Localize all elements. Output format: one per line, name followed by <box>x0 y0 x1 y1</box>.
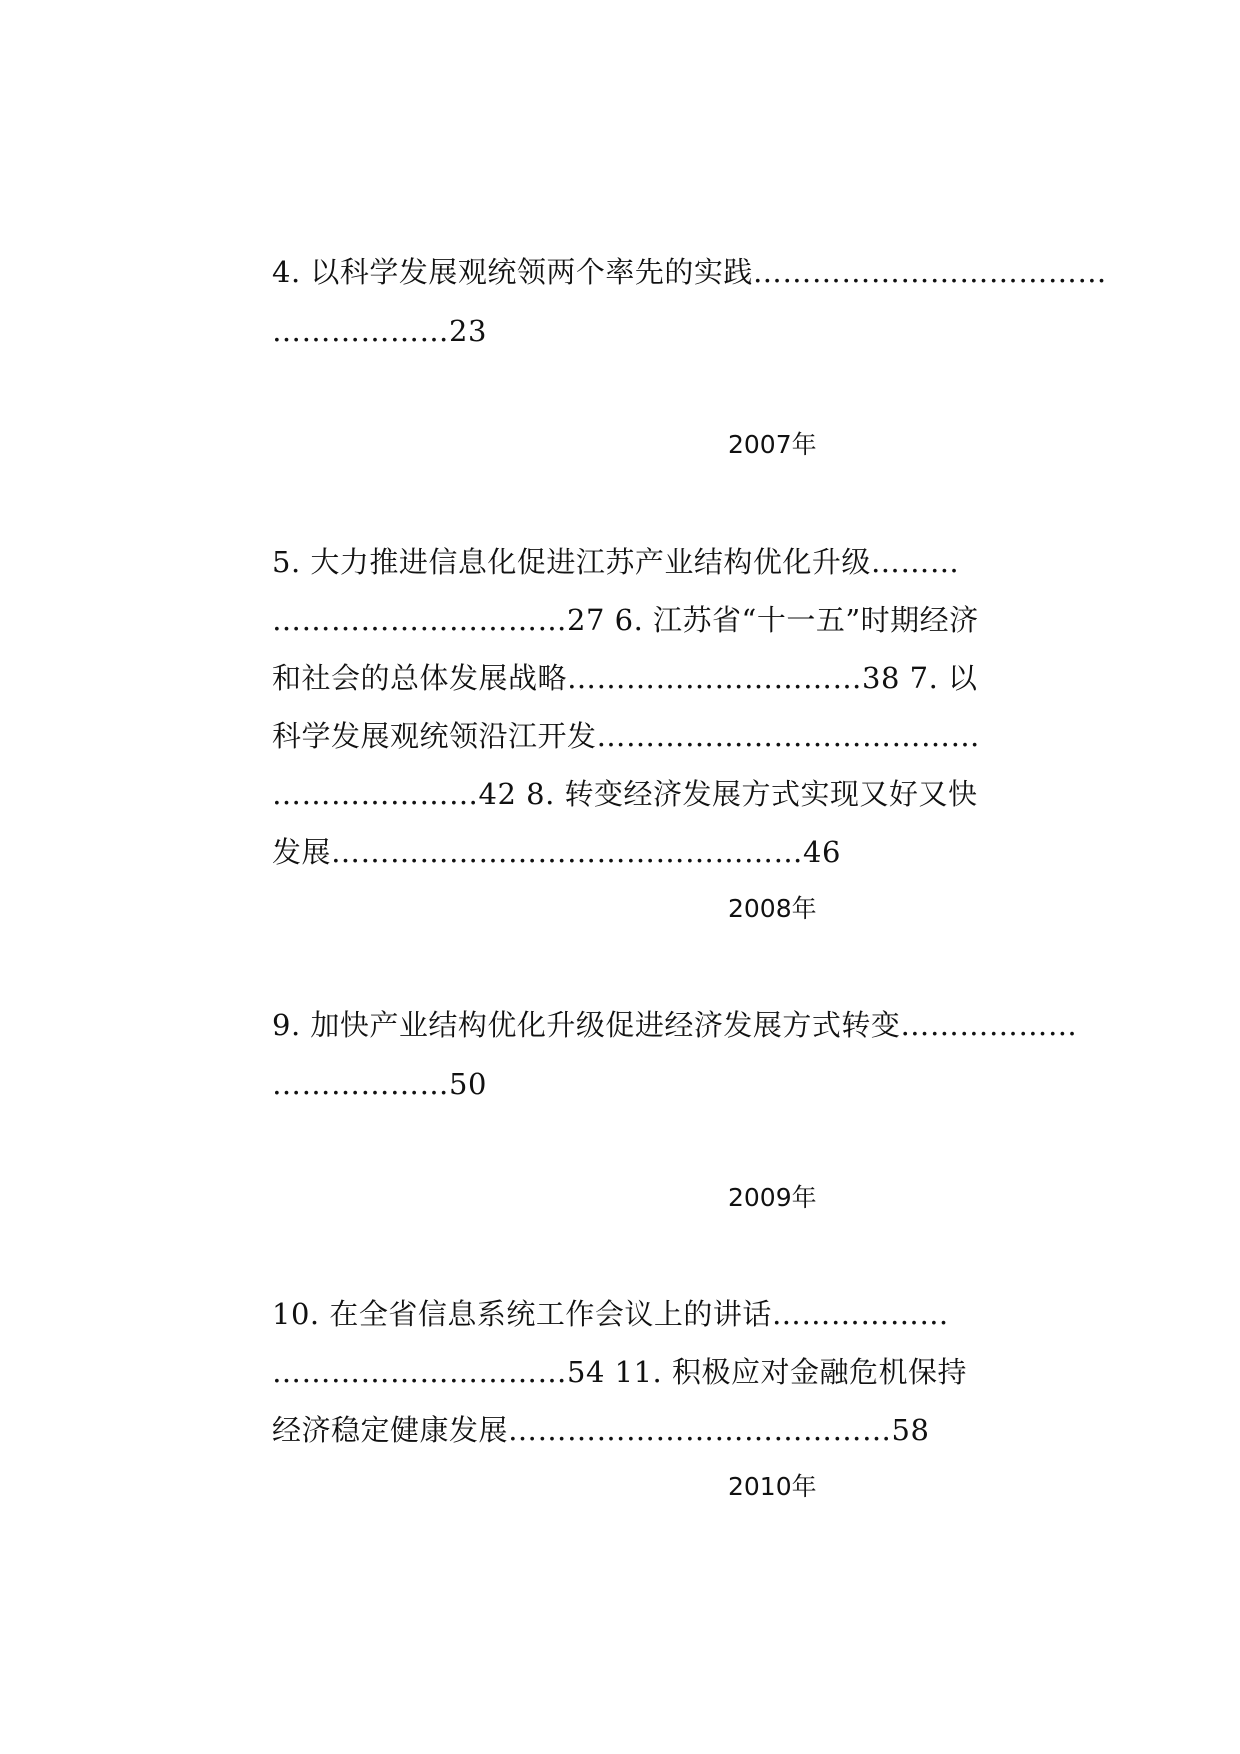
toc-entry-line: ………………23 <box>272 314 487 348</box>
toc-entry-line: 5. 大力推进信息化促进江苏产业结构优化升级……… <box>272 545 960 579</box>
toc-entry-line: ………………50 <box>272 1067 487 1101</box>
year-heading-2008: 2008年 <box>728 894 817 923</box>
toc-entry-line: …………………………27 6. 江苏省“十一五”时期经济 <box>272 603 979 637</box>
toc-entry-line: 4. 以科学发展观统领两个率先的实践……………………………… <box>272 255 1107 289</box>
toc-entry-line: 经济稳定健康发展…………………………………58 <box>272 1413 930 1447</box>
toc-entry-line: 和社会的总体发展战略…………………………38 7. 以 <box>272 661 978 695</box>
year-heading-2010: 2010年 <box>728 1472 817 1501</box>
year-heading-2009: 2009年 <box>728 1183 817 1212</box>
toc-entry-line: 发展…………………………………………46 <box>272 835 841 869</box>
toc-entry-line: …………………42 8. 转变经济发展方式实现又好又快 <box>272 777 978 811</box>
toc-entry-line: …………………………54 11. 积极应对金融危机保持 <box>272 1355 967 1389</box>
toc-entry-line: 9. 加快产业结构优化升级促进经济发展方式转变……………… <box>272 1008 1078 1042</box>
year-heading-2007: 2007年 <box>728 430 817 459</box>
toc-entry-line: 科学发展观统领沿江开发………………………………… <box>272 719 981 753</box>
toc-entry-line: 10. 在全省信息系统工作会议上的讲话……………… <box>272 1297 949 1331</box>
